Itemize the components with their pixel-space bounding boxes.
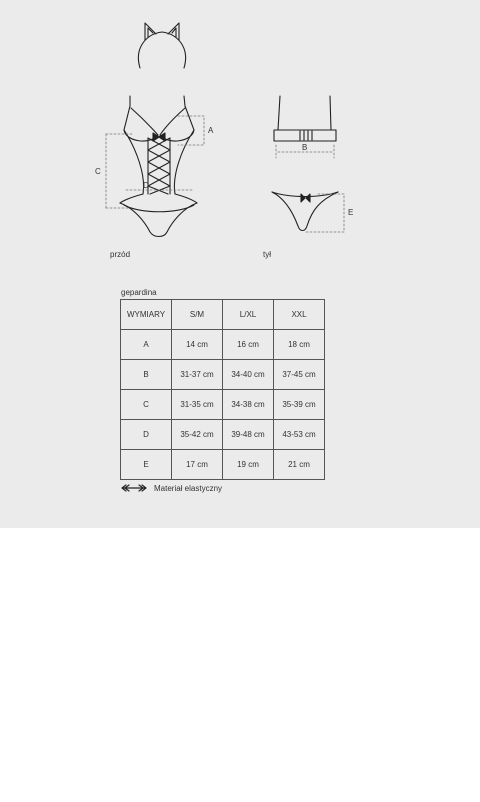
garment-diagram (0, 0, 480, 280)
table-row (121, 420, 325, 450)
table-header-cell: XXL (274, 300, 325, 330)
table-cell: 31-35 cm (172, 390, 223, 420)
legend (121, 482, 222, 494)
dim-label-a: A (208, 126, 214, 135)
legend-text: Materiał elastyczny (154, 483, 223, 493)
table-row (121, 360, 325, 390)
table-header-cell: WYMIARY (121, 300, 172, 330)
table-cell: 17 cm (172, 450, 223, 480)
front-bodysuit-icon (120, 96, 197, 237)
table-cell: E (121, 450, 172, 480)
table-cell: 19 cm (223, 450, 274, 480)
table-cell: 14 cm (172, 330, 223, 360)
table-cell: D (121, 420, 172, 450)
table-cell: 34-38 cm (223, 390, 274, 420)
table-cell: 35-39 cm (274, 390, 325, 420)
back-thong-icon (272, 192, 338, 231)
front-caption: przód (110, 250, 131, 259)
dim-label-e: E (348, 208, 354, 217)
back-top-icon (274, 96, 336, 141)
table-cell: 16 cm (223, 330, 274, 360)
table-cell: 31-37 cm (172, 360, 223, 390)
table-row (121, 450, 325, 480)
dim-label-c: C (95, 167, 101, 176)
table-cell: 18 cm (274, 330, 325, 360)
table-cell: 35-42 cm (172, 420, 223, 450)
table-cell: A (121, 330, 172, 360)
dim-label-b: B (302, 143, 308, 152)
table-cell: 21 cm (274, 450, 325, 480)
product-name: gepardina (121, 288, 157, 297)
table-header-cell: S/M (172, 300, 223, 330)
table-header-cell: L/XL (223, 300, 274, 330)
size-table (120, 299, 325, 480)
cat-ears-headband-icon (138, 23, 185, 68)
back-caption: tył (263, 250, 271, 259)
elastic-arrows-icon (121, 483, 147, 493)
table-cell: 43-53 cm (274, 420, 325, 450)
table-row (121, 330, 325, 360)
table-row (121, 390, 325, 420)
table-cell: B (121, 360, 172, 390)
table-cell: 39-48 cm (223, 420, 274, 450)
table-cell: 34-40 cm (223, 360, 274, 390)
dim-label-d: D (143, 181, 149, 190)
table-cell: C (121, 390, 172, 420)
table-header-row (121, 300, 325, 330)
table-cell: 37-45 cm (274, 360, 325, 390)
